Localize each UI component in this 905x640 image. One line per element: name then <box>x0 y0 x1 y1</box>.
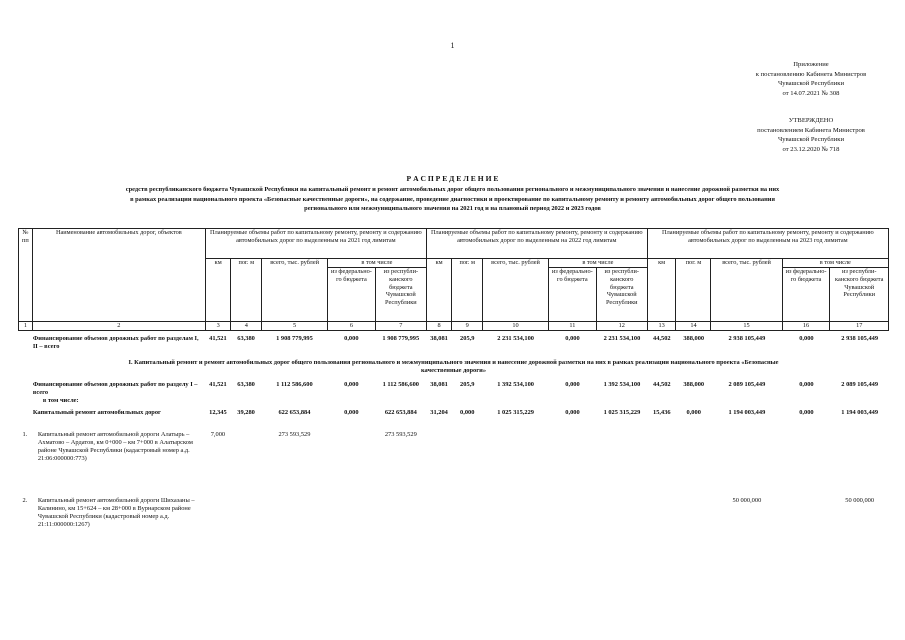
cell <box>549 431 597 497</box>
cell <box>596 431 647 497</box>
header-total-2022: всего, тыс. рублей <box>483 259 549 322</box>
header-group-2023: Планируемые объемы работ по капитальному ремонту, ремонту и содержанию автомобильных дорог по выделенным на 2023 год лимитам <box>647 229 888 259</box>
col-number: 10 <box>483 322 549 331</box>
col-number: 17 <box>830 322 889 331</box>
cell: 12,345 <box>209 409 227 416</box>
col-number: 12 <box>596 322 647 331</box>
header-group-2021: Планируемые объемы работ по капитальному ремонту, ремонту и содержанию автомобильных дорог по выделенным на 2021 год лимитам <box>205 229 426 259</box>
cell <box>549 497 597 563</box>
cell: 1 392 534,100 <box>603 381 641 388</box>
appendix-block <box>736 60 886 98</box>
cell: 1 194 003,449 <box>728 409 766 416</box>
cell: 0,000 <box>565 335 580 342</box>
approved-line: постановлением Кабинета Министров <box>757 126 865 134</box>
page-number: 1 <box>450 41 455 50</box>
appendix-line: Чувашской Республики <box>778 80 844 88</box>
row-name: Финансирование объемов дорожных работ по разделам I, II – всего <box>32 335 199 351</box>
cell <box>483 497 549 563</box>
header-km-2023: км <box>647 259 676 322</box>
cell: 2 089 105,449 <box>728 381 766 388</box>
cell <box>231 497 262 563</box>
cell <box>426 497 452 563</box>
header-row-1 <box>19 229 889 259</box>
col-number: 4 <box>231 322 262 331</box>
cell: 2 938 105,449 <box>728 335 766 342</box>
cell: 0,000 <box>565 381 580 388</box>
table-row <box>18 381 889 409</box>
approved-block <box>736 116 886 154</box>
cell: 388,000 <box>683 381 705 388</box>
cell: 273 593,529 <box>278 431 311 438</box>
cell: 1 025 315,229 <box>497 409 534 416</box>
cell <box>647 497 676 563</box>
cell: 15,436 <box>653 409 671 416</box>
table-row <box>18 335 889 359</box>
col-number: 6 <box>328 322 376 331</box>
row-name: Капитальный ремонт автомобильных дорог <box>32 409 161 416</box>
header-pm-2022: пог. м <box>452 259 483 322</box>
header-federal-2022: из федерально-го бюджета <box>548 268 596 322</box>
col-number: 15 <box>711 322 782 331</box>
cell: 7,000 <box>210 431 226 438</box>
section-heading-row <box>18 359 889 381</box>
cell <box>327 431 375 497</box>
header-incl-2021: в том числе <box>328 259 427 268</box>
subtitle-line: средств республиканского бюджета Чувашской Республики на капитальный ремонт и ремонт автомобильных дорог общего пользования регионального и межмуниципального значения и нанесение дорожной разметки на них <box>125 186 780 193</box>
incl-label: в том числе: <box>42 397 79 405</box>
cell: 1 908 779,995 <box>382 335 420 342</box>
header-pm-2021: пог. м <box>231 259 262 322</box>
cell <box>647 431 676 497</box>
cell <box>231 431 262 497</box>
row-name: Капитальный ремонт автомобильной дороги Шихазаны – Калинино, км 15+624 – км 28+000 в Вурнарском районе Чувашской Республики (кадастровый номер а.д. 21:11:000000:1267) <box>37 497 195 529</box>
col-number: 7 <box>375 322 426 331</box>
cell: 31,204 <box>430 409 448 416</box>
col-number: 5 <box>262 322 328 331</box>
cell: 1 392 534,100 <box>497 381 534 388</box>
header-republic-2023: из республи-канского бюджета Чувашской Республики <box>830 268 889 322</box>
cell: 63,380 <box>237 381 255 388</box>
cell: 0,000 <box>565 409 580 416</box>
cell: 1 025 315,229 <box>603 409 641 416</box>
cell: 2 938 105,449 <box>841 335 879 342</box>
table-row <box>18 409 889 431</box>
cell <box>327 497 375 563</box>
cell: 44,502 <box>653 381 671 388</box>
cell: 63,380 <box>237 335 255 342</box>
header-republic-2022: из республи-канского бюджета Чувашской Республики <box>596 268 647 322</box>
cell: 622 653,884 <box>384 409 417 416</box>
col-number: 9 <box>452 322 483 331</box>
subtitle-line: регионального или межмуниципального значения на 2021 год и на плановый период 2022 и 2023 годов <box>304 205 601 213</box>
cell: 2 089 105,449 <box>841 381 879 388</box>
document-subtitle <box>0 185 905 214</box>
col-number: 8 <box>426 322 451 331</box>
distribution-table-header <box>18 228 889 331</box>
approved-line: от 23.12.2020 № 718 <box>782 145 840 153</box>
header-name: Наименование автомобильных дорог, объектов <box>32 229 205 322</box>
col-number: 1 <box>19 322 33 331</box>
cell <box>262 497 328 563</box>
row-name <box>32 381 205 409</box>
cell: 0,000 <box>799 335 814 342</box>
col-number: 3 <box>205 322 230 331</box>
header-republic-2021: из республи-канского бюджета Чувашской Республики <box>375 268 426 322</box>
cell <box>426 431 452 497</box>
cell <box>783 497 831 563</box>
cell: 38,081 <box>430 335 448 342</box>
cell: 0,000 <box>344 409 359 416</box>
cell: 2 231 534,100 <box>603 335 641 342</box>
approved-line: УТВЕРЖДЕНО <box>788 117 834 124</box>
cell: 0,000 <box>344 335 359 342</box>
cell: 0,000 <box>686 409 701 416</box>
cell <box>483 431 549 497</box>
cell: 41,521 <box>209 381 227 388</box>
cell: 205,9 <box>460 335 475 342</box>
cell <box>676 497 711 563</box>
row-name: Капитальный ремонт автомобильной дороги Алатырь – Ахматово – Ардатов, км 0+000 – км 7+000 в Алатырском районе Чувашской Республики (кадастровый номер а.д. 21:06:000000:773) <box>37 431 193 463</box>
cell: 1 908 779,995 <box>276 335 313 342</box>
cell: 0,000 <box>344 381 359 388</box>
cell: 44,502 <box>653 335 671 342</box>
section-1-heading: I. Капитальный ремонт и ремонт автомобильных дорог общего пользования регионального и межмуниципального значения и нанесение дорожной разметки на них в рамках реализации национального проекта «Безопасные качественные дороги» <box>128 359 779 375</box>
cell <box>783 431 831 497</box>
header-federal-2023: из федерально-го бюджета <box>782 268 830 322</box>
cell: 0,000 <box>460 409 475 416</box>
header-pm-2023: пог. м <box>676 259 711 322</box>
cell: 0,000 <box>799 381 814 388</box>
cell: 205,9 <box>460 381 475 388</box>
col-number: 14 <box>676 322 711 331</box>
header-incl-2022: в том числе <box>548 259 647 268</box>
cell <box>375 497 426 563</box>
cell: 1 112 586,600 <box>276 381 313 388</box>
cell: 41,521 <box>209 335 227 342</box>
cell: 2 231 534,100 <box>497 335 534 342</box>
cell: 50 000,000 <box>845 497 875 504</box>
appendix-line: Приложение <box>793 61 829 68</box>
header-num: № пп <box>19 229 33 322</box>
row-name-text: Финансирование объемов дорожных работ по разделу I – всего <box>32 381 198 397</box>
cell: 388,000 <box>683 335 705 342</box>
appendix-line: от 14.07.2021 № 308 <box>782 89 840 97</box>
appendix-line: к постановлению Кабинета Министров <box>755 70 867 78</box>
approved-line: Чувашской Республики <box>778 136 844 144</box>
cell <box>452 431 483 497</box>
cell: 1 112 586,600 <box>382 381 419 388</box>
header-group-2022: Планируемые объемы работ по капитальному ремонту, ремонту и содержанию автомобильных дорог по выделенным на 2022 год лимитам <box>426 229 647 259</box>
cell: 38,081 <box>430 381 448 388</box>
header-km-2022: км <box>426 259 451 322</box>
header-km-2021: км <box>205 259 230 322</box>
table-row <box>18 497 889 563</box>
cell <box>676 431 711 497</box>
col-number: 2 <box>32 322 205 331</box>
table-row <box>18 431 889 497</box>
document-title: Р А С П Р Е Д Е Л Е Н И Е <box>406 174 499 183</box>
cell: 50 000,000 <box>732 497 762 504</box>
cell: 273 593,529 <box>384 431 417 438</box>
cell <box>205 497 231 563</box>
subtitle-line: в рамках реализации национального проекта «Безопасные качественные дороги», на содержание, проведение диагностики и проектирование по капитальному ремонту и ремонту автомобильных дорог общего пользования <box>130 195 775 203</box>
header-total-2023: всего, тыс. рублей <box>711 259 782 322</box>
header-federal-2021: из федерально-го бюджета <box>328 268 376 322</box>
cell <box>596 497 647 563</box>
column-number-row <box>19 322 889 331</box>
col-number: 11 <box>548 322 596 331</box>
cell <box>711 431 782 497</box>
distribution-table-body <box>18 335 889 563</box>
cell: 39,280 <box>237 409 255 416</box>
header-total-2021: всего, тыс. рублей <box>262 259 328 322</box>
row-num: 1. <box>22 431 28 438</box>
cell <box>452 497 483 563</box>
header-incl-2023: в том числе <box>782 259 888 268</box>
col-number: 16 <box>782 322 830 331</box>
cell <box>830 431 889 497</box>
cell: 0,000 <box>799 409 814 416</box>
cell: 1 194 003,449 <box>841 409 879 416</box>
row-num: 2. <box>22 497 28 504</box>
cell: 622 653,884 <box>278 409 311 416</box>
col-number: 13 <box>647 322 676 331</box>
